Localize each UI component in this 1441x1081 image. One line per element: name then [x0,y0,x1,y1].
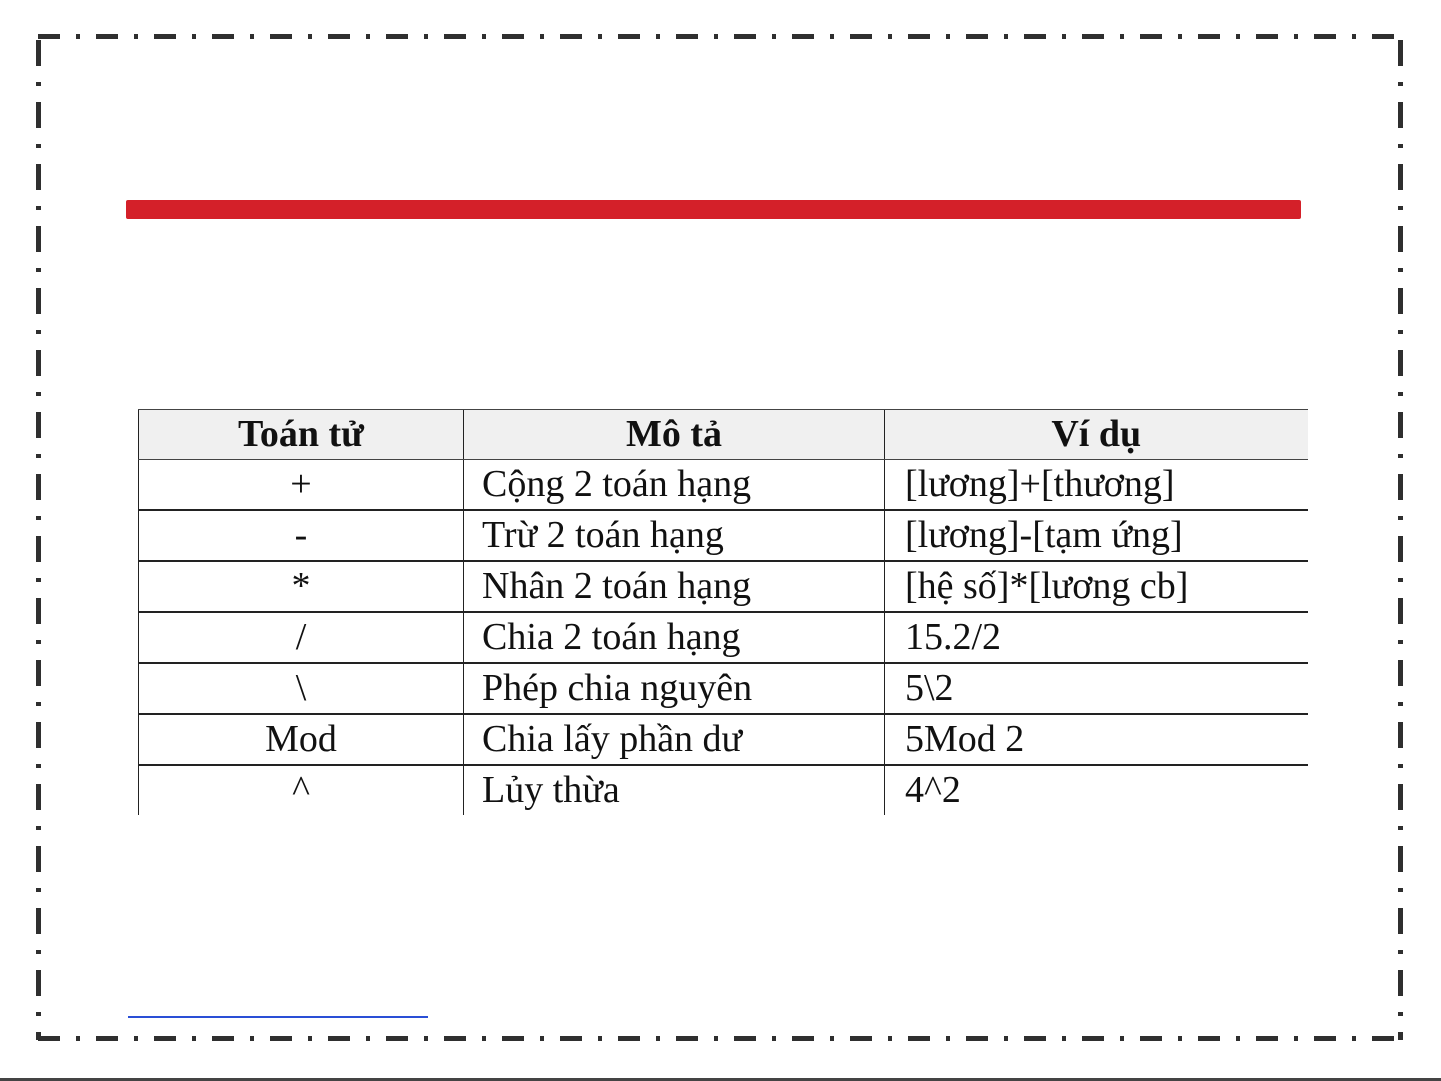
table-row [139,510,1308,561]
operator-table-container [138,409,1307,811]
table-header-row [139,410,1308,460]
frame-border-bottom [38,1036,1410,1041]
header-description: Mô tả [464,410,885,460]
title-accent-bar [126,200,1301,219]
table-row [139,765,1308,815]
example-cell: [lương]+[thương] [885,460,1308,511]
example-cell: [hệ số]*[lương cb] [885,561,1308,612]
description-cell: Phép chia nguyên [464,663,885,714]
example-cell: 15.2/2 [885,612,1308,663]
table-row [139,663,1308,714]
description-cell: Lủy thừa [464,765,885,815]
operator-cell: + [139,460,464,511]
operator-cell: \ [139,663,464,714]
operator-cell: / [139,612,464,663]
description-cell: Chia 2 toán hạng [464,612,885,663]
table-row [139,612,1308,663]
operator-cell: * [139,561,464,612]
table-row [139,460,1308,511]
example-cell: [lương]-[tạm ứng] [885,510,1308,561]
operator-table [138,409,1308,815]
example-cell: 4^2 [885,765,1308,815]
operator-cell: - [139,510,464,561]
footer-link-underline [128,1016,428,1018]
description-cell: Cộng 2 toán hạng [464,460,885,511]
description-cell: Chia lấy phần dư [464,714,885,765]
header-example: Ví dụ [885,410,1308,460]
operator-cell: Mod [139,714,464,765]
frame-border-top [38,34,1410,39]
table-row [139,714,1308,765]
frame-border-right [1398,40,1403,1040]
header-operator: Toán tử [139,410,464,460]
description-cell: Nhân 2 toán hạng [464,561,885,612]
frame-border-left [36,40,41,1040]
example-cell: 5\2 [885,663,1308,714]
example-cell: 5Mod 2 [885,714,1308,765]
description-cell: Trừ 2 toán hạng [464,510,885,561]
operator-cell: ^ [139,765,464,815]
table-row [139,561,1308,612]
